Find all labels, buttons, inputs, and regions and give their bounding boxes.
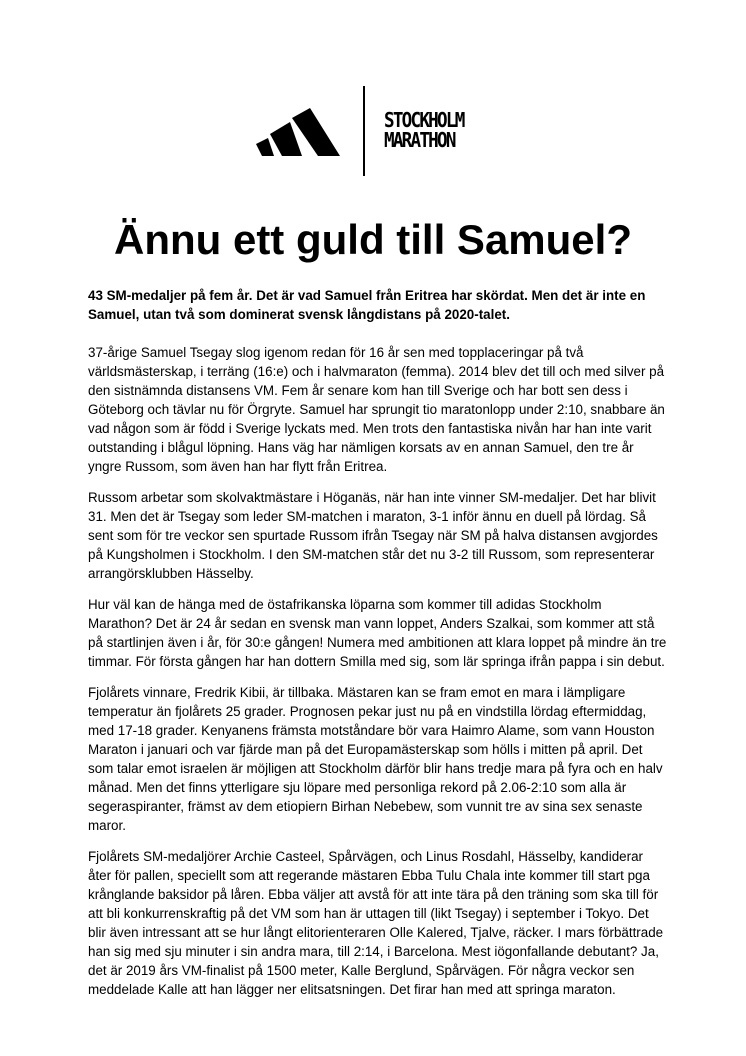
logo-divider xyxy=(363,86,365,176)
article-lead: 43 SM-medaljer på fem år. Det är vad Samuel från Eritrea har skördat. Men det är inte en Samuel, utan två som dominerat svensk långdistans på 2020-talet. xyxy=(88,288,646,322)
article-paragraph-1: 37-årige Samuel Tsegay slog igenom redan för 16 år sen med topplaceringar på två världsmästerskap, i terräng (16:e) och i halvmaraton (femma). 2014 blev det till och med silver på den sistnämnda distansens VM. Fem år senare kom han till Sverige och har bott sen dess i Göteborg och tävlar nu för Örgryte. Samuel har sprungit tio maratonlopp under 2:10, snabbare än vad någon som är född i Sverige lyckats med. Men trots den fantastiska nivån har han inte varit outstanding i blågul löpning. Hans väg har nämligen korsats av en annan Samuel, den tre år yngre Russom, som även han har flytt från Eritrea. xyxy=(88,345,665,474)
article-paragraph-5: Fjolårets SM-medaljörer Archie Casteel, Spårvägen, och Linus Rosdahl, Hässelby, kandiderar åter för pallen, speciellt som att regerande mästaren Ebba Tulu Chala inte kommer till start pga krånglande baksidor på låren. Ebba väljer att avstå för att inte tära på den träning som ska till för att bli konkurrenskraftig på det VM som han är uttagen till (likt Tsegay) i september i Tokyo. Det blir även intressant att se hur långt elitorienteraren Olle Kalered, Tjalve, räcker. I mars förbättrade han sig med sju minuter i sin andra mara, till 2:14, i Barcelona. Mest iögonfallande debutant? Ja, det är 2019 års VM-finalist på 1500 meter, Kalle Berglund, Spårvägen. För några veckor sen meddelade Kalle att han lägger ner elitsatsningen. Det firar han med att springa maraton. xyxy=(88,849,664,997)
logo-line-2: MARATHON xyxy=(384,128,455,152)
article-paragraph-3: Hur väl kan de hänga med de östafrikanska löparna som kommer till adidas Stockholm Marathon? Det är 24 år sedan en svensk man vann loppet, Anders Szalkai, som kommer att stå på startlinjen även i år, för 30:e gången! Numera med ambitionen att klara loppet på mindre än tre timmar. För första gången har han dottern Smilla med sig, som lär springa ifrån pappa i sin debut. xyxy=(88,597,667,669)
adidas-logo-icon xyxy=(256,108,340,156)
logo-line-1: STOCKHOLM xyxy=(384,108,464,132)
article-body xyxy=(88,286,668,1011)
article-title: Ännu ett guld till Samuel? xyxy=(114,216,632,263)
stockholm-marathon-wordmark xyxy=(384,110,464,150)
article-paragraph-4: Fjolårets vinnare, Fredrik Kibii, är tillbaka. Mästaren kan se fram emot en mara i lämpligare temperatur än fjolårets 25 grader. Prognosen pekar just nu på en vindstilla lördag eftermiddag, med 17-18 grader. Kenyanens främsta motståndare bör vara Haimro Alame, som vann Houston Maraton i januari och var fjärde man på det Europamästerskap som hölls i mitten på april. Det som talar emot israelen är möjligen att Stockholm därför blir hans tredje mara på fyra och en halv månad. Men det finns ytterligare sju löpare med personliga rekord på 2.06-2:10 som alla är segeraspiranter, främst av dem etiopiern Birhan Nebebew, som vunnit tre av sina sex senaste maror. xyxy=(88,685,663,833)
logo-header xyxy=(256,86,496,176)
article-paragraph-2: Russom arbetar som skolvaktmästare i Höganäs, när han inte vinner SM-medaljer. Det har blivit 31. Men det är Tsegay som leder SM-matchen i maraton, 3-1 inför ännu en duell på lördag. Så sent som för tre veckor sen spurtade Russom ifrån Tsegay när SM på halva distansen avgjordes på Kungsholmen i Stockholm. I den SM-matchen står det nu 3-2 till Russom, som representerar arrangörsklubben Hässelby. xyxy=(88,490,658,581)
